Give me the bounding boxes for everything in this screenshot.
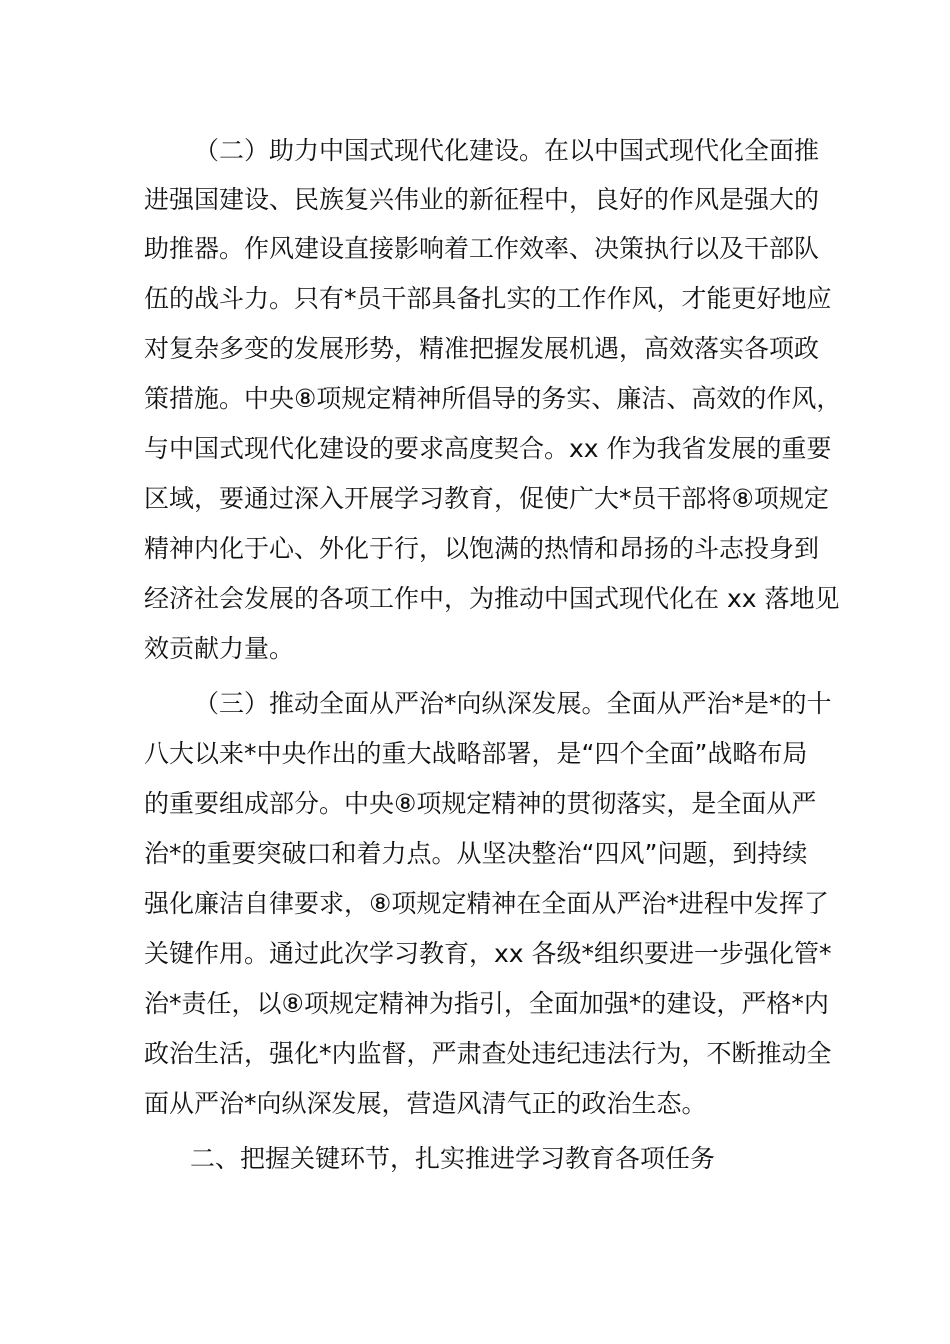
paragraph-1-line-3: 助推器。作风建设直接影响着工作效率、决策执行以及干部队 xyxy=(144,234,820,263)
paragraph-2-line-2: 八大以来*中央作出的重大战略部署，是“四个全面”战略布局 xyxy=(144,739,808,768)
paragraph-1-line-10: 经济社会发展的各项工作中，为推动中国式现代化在 xx 落地见 xyxy=(144,584,840,613)
paragraph-2-line-9: 面从严治*向纵深发展，营造风清气正的政治生态。 xyxy=(144,1089,707,1118)
paragraph-1-line-2: 进强国建设、民族复兴伟业的新征程中，良好的作风是强大的 xyxy=(144,185,820,214)
section-heading: 二、把握关键环节，扎实推进学习教育各项任务 xyxy=(190,1144,716,1173)
paragraph-2-line-5: 强化廉洁自律要求，⑧项规定精神在全面从严治*进程中发挥了 xyxy=(144,889,829,918)
paragraph-2-line-1: （三）推动全面从严治*向纵深发展。全面从严治*是*的十 xyxy=(194,689,832,718)
paragraph-2-line-6: 关键作用。通过此次学习教育，xx 各级*组织要进一步强化管* xyxy=(144,939,832,968)
paragraph-2-line-4: 治*的重要突破口和着力点。从坚决整治“四风”问题，到持续 xyxy=(144,839,808,868)
paragraph-1-line-9: 精神内化于心、外化于行，以饱满的热情和昂扬的斗志投身到 xyxy=(144,534,820,563)
paragraph-2-line-8: 政治生活，强化*内监督，严肃查处违纪违法行为，不断推动全 xyxy=(144,1039,832,1068)
paragraph-2-line-7: 治*责任，以⑧项规定精神为指引，全面加强*的建设，严格*内 xyxy=(144,989,829,1018)
paragraph-1-line-8: 区域，要通过深入开展学习教育，促使广大*员干部将⑧项规定 xyxy=(144,484,829,513)
paragraph-1-line-7: 与中国式现代化建设的要求高度契合。xx 作为我省发展的重要 xyxy=(144,434,832,463)
paragraph-1-line-1: （二）助力中国式现代化建设。在以中国式现代化全面推 xyxy=(194,136,820,165)
paragraph-1-line-5: 对复杂多变的发展形势，精准把握发展机遇，高效落实各项政 xyxy=(144,334,820,363)
paragraph-1-line-4: 伍的战斗力。只有*员干部具备扎实的工作作风，才能更好地应 xyxy=(144,284,832,313)
paragraph-1-line-11: 效贡献力量。 xyxy=(144,634,295,663)
paragraph-2-line-3: 的重要组成部分。中央⑧项规定精神的贯彻落实，是全面从严 xyxy=(144,789,817,818)
paragraph-1-line-6: 策措施。中央⑧项规定精神所倡导的务实、廉洁、高效的作风， xyxy=(144,384,842,413)
